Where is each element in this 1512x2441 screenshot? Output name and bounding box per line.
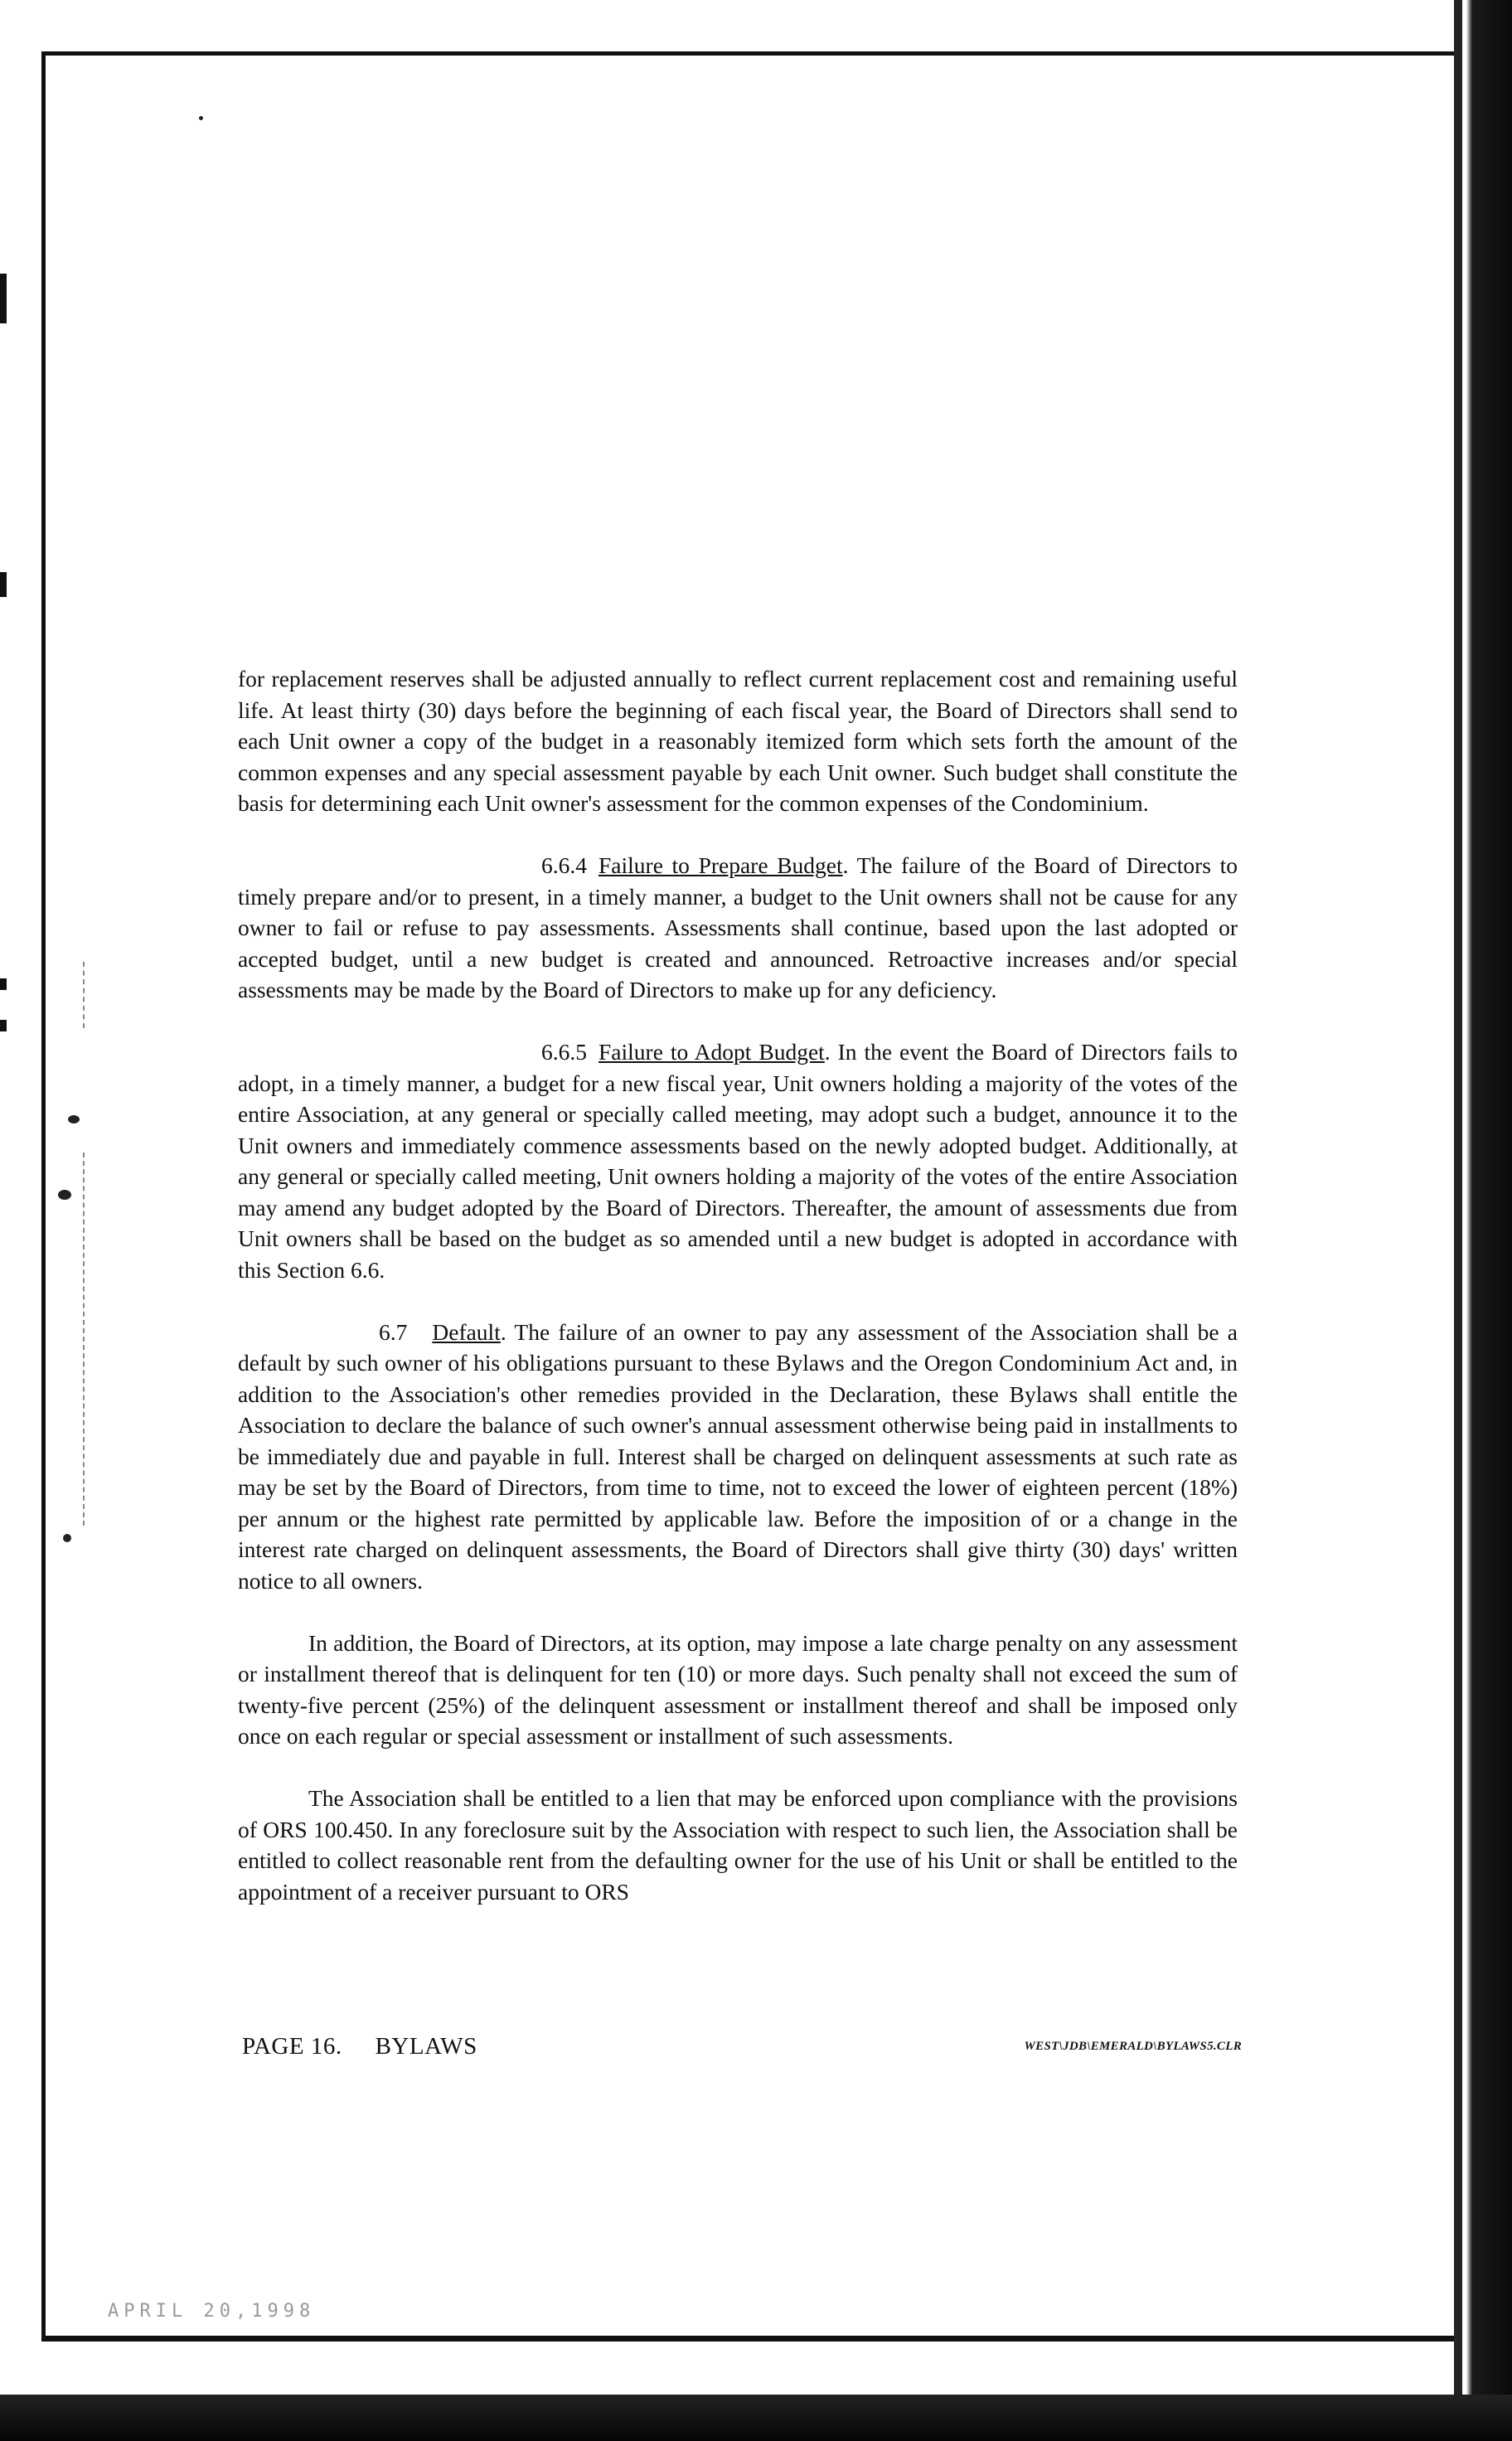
paragraph-lien: The Association shall be entitled to a lien that may be enforced upon compliance with the provisions of ORS 100.450. In any foreclosure suit by the Association with respect to such lien, the Association shall be entitled to collect reasonable rent from the defaulting owner for the use of his Unit or shall be entitled to the appointment of a receiver pursuant to ORS [238, 1785, 1238, 1905]
footer-left [242, 2033, 477, 2060]
scan-speck [68, 1115, 80, 1123]
section-6-7 [238, 1317, 1238, 1597]
scan-speck [58, 1190, 71, 1200]
section-number: 6.6.5 [541, 1039, 587, 1065]
scan-edge-shadow [1454, 0, 1462, 2441]
date-stamp: APRIL 20,1998 [108, 2301, 316, 2322]
section-heading: Failure to Adopt Budget [598, 1039, 825, 1065]
section-body: . In the event the Board of Directors fails to adopt, in a timely manner, a budget for a new fiscal year, Unit owners holding a majority of the votes of the entire Association, at any general or specially called meeting, may adopt such a budget, announce it to the Unit owners and immediately commence assessments based on the newly adopted budget. Additionally, at any general or specially called meeting, Unit owners holding a majority of the votes of the entire Association may amend any budget adopted by the Board of Directors. Thereafter, the amount of assessments due from Unit owners shall be based on the budget as so amended until a new budget is adopted in accordance with this Section 6.6. [238, 1039, 1238, 1283]
section-number: 6.7 [379, 1318, 408, 1345]
page-footer [242, 2033, 1242, 2066]
scan-edge-bottom [0, 2395, 1512, 2441]
section-body: . The failure of an owner to pay any assessment of the Association shall be a default by such owner of his obligations pursuant to these Bylaws and the Oregon Condominium Act and, in addition to the Association's other remedies provided in the Declaration, these Bylaws shall entitle the Association to declare the balance of such owner's annual assessment otherwise being paid in installments to be immediately due and payable in full. Interest shall be charged on delinquent assessments at such rate as may be set by the Board of Directors, from time to time, not to exceed the lower of eighteen percent (18%) per annum or the highest rate permitted by applicable law. Before the imposition of or a change in the interest rate charged on delinquent assessments, the Board of Directors shall give thirty (30) days' written notice to all owners. [238, 1318, 1238, 1594]
scan-mark [0, 978, 7, 990]
scan-edge-right [1462, 0, 1512, 2441]
scan-margin-line [83, 962, 85, 1028]
section-heading: Failure to Prepare Budget [598, 852, 843, 878]
paragraph-budget-continued: for replacement reserves shall be adjusted annually to reflect current replacement cost and remaining useful life. At least thirty (30) days before the beginning of each fiscal year, the Board of Directors shall send to each Unit owner a copy of the budget in a reasonably itemized form which sets forth the amount of the common expenses and any special assessment payable by each Unit owner. Such budget shall constitute the basis for determining each Unit owner's assessment for the common expenses of the Condominium. [238, 666, 1238, 816]
section-number: 6.6.4 [541, 852, 587, 878]
scan-mark [0, 572, 7, 597]
scan-mark [0, 274, 7, 323]
scan-mark [0, 1020, 7, 1031]
paragraph-late-charge: In addition, the Board of Directors, at its option, may impose a late charge penalty on any assessment or installment thereof that is delinquent for ten (10) or more days. Such penalty shall not exceed the sum of twenty-five percent (25%) of the delinquent assessment or installment thereof and shall be imposed only once on each regular or special assessment or installment of such assessments. [238, 1629, 1238, 1749]
scan-speck [199, 116, 203, 120]
file-path: WEST\JDB\EMERALD\BYLAWS5.CLR [1024, 2040, 1242, 2053]
section-6-6-5 [238, 1036, 1238, 1285]
section-heading: Default [432, 1318, 501, 1345]
section-6-6-4 [238, 850, 1238, 1006]
document-body [238, 663, 1238, 1939]
page-number: PAGE 16. [242, 2033, 342, 2060]
scan-speck [63, 1534, 71, 1542]
scan-margin-line [83, 1153, 85, 1526]
document-label: BYLAWS [375, 2033, 477, 2060]
section-body: . The failure of the Board of Directors to timely prepare and/or to present, in a timely manner, a budget to the Unit owners shall not be cause for any owner to fail or refuse to pay assessments. Assessments shall continue, based upon the last adopted or accepted budget, until a new budget is created and announced. Retroactive increases and/or special assessments may be made by the Board of Directors to make up for any deficiency. [238, 852, 1238, 1002]
